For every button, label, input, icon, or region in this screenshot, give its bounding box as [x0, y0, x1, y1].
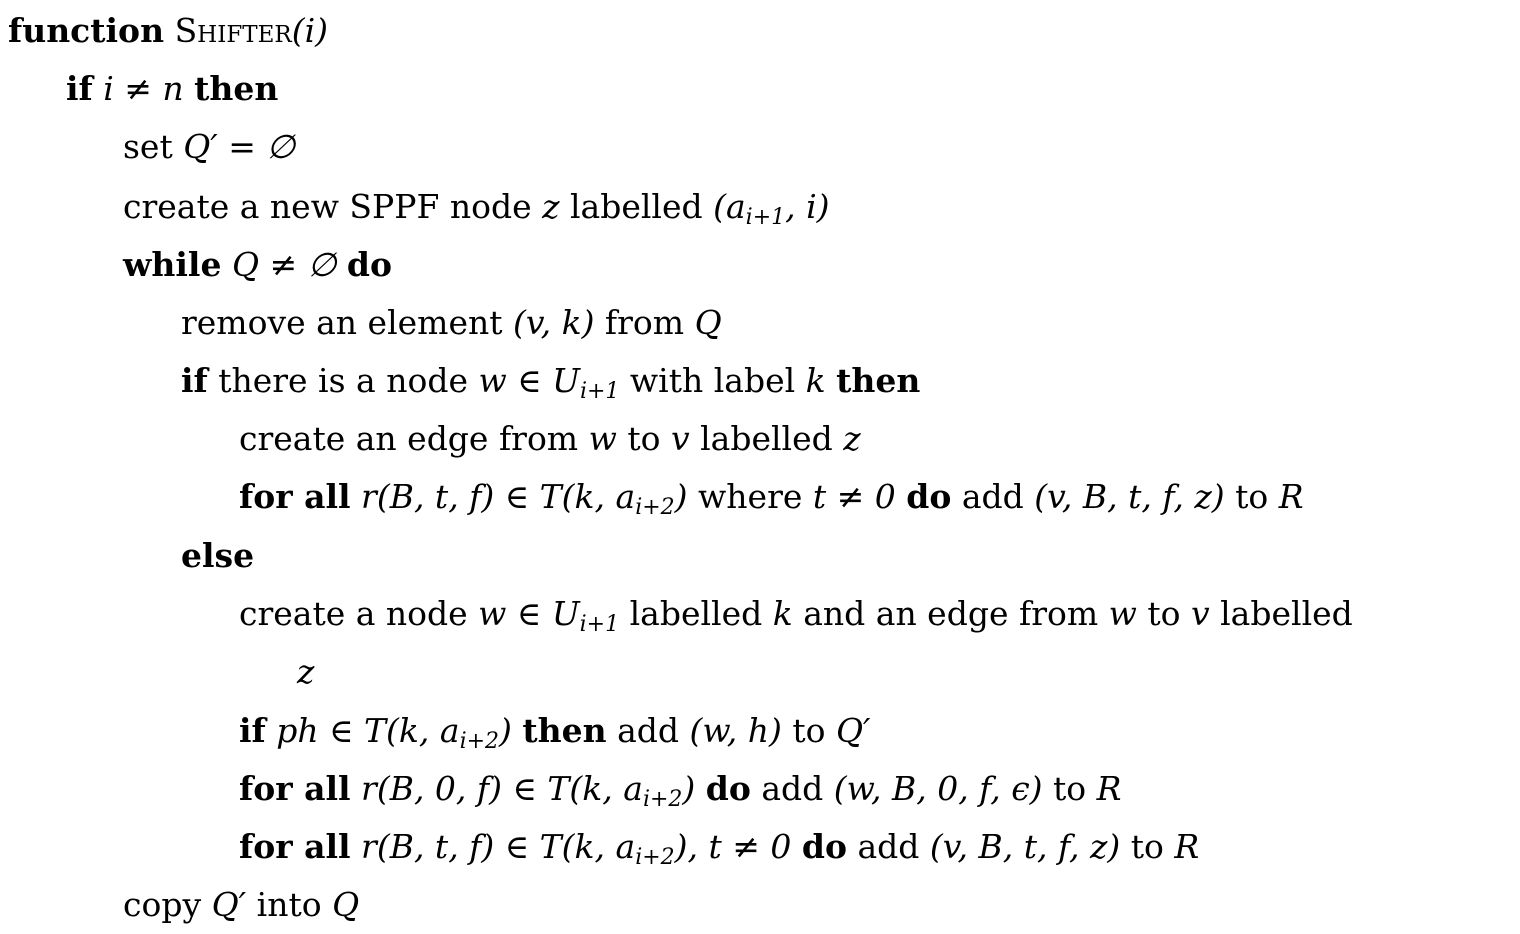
set-symbol: R: [1096, 769, 1122, 808]
keyword-for-all: for all: [239, 477, 351, 516]
line-text: labelled: [1209, 594, 1353, 633]
condition: t ≠ 0: [812, 477, 896, 516]
keyword-then: then: [836, 361, 921, 400]
line-text: add: [847, 827, 930, 866]
math-symbol: v: [670, 419, 690, 458]
keyword-do: do: [346, 245, 392, 284]
tuple: (w, B, 0, f, ϵ): [833, 769, 1043, 808]
function-name: Shifter: [174, 11, 292, 50]
math-symbol: w: [1108, 594, 1137, 633]
set-symbol: R: [1278, 477, 1304, 516]
line-text: there is a node: [207, 361, 479, 400]
line-text: where: [687, 477, 813, 516]
line-text: to: [616, 419, 671, 458]
line-text: add: [750, 769, 834, 808]
keyword-if: if: [66, 69, 93, 108]
algorithm-line-15: [0, 876, 359, 934]
line-text: labelled: [689, 419, 844, 458]
algorithm-line-10: [0, 527, 254, 585]
set-symbol: R: [1174, 827, 1200, 866]
math-expression: (v, k): [512, 303, 595, 342]
math-expression: ): [674, 477, 688, 516]
subscript: i+1: [579, 612, 620, 637]
algorithm-line-3: [0, 118, 295, 176]
math-symbol: z: [843, 419, 861, 458]
algorithm-line-8: [0, 410, 861, 468]
math-expression: , i): [785, 187, 830, 226]
keyword-for-all: for all: [239, 827, 351, 866]
algorithm-line-1: [0, 2, 328, 60]
line-text: labelled: [559, 187, 714, 226]
subscript: i+2: [459, 729, 500, 754]
line-text: to: [1120, 827, 1175, 866]
math-expression: w ∈ U: [478, 594, 580, 633]
math-expression: ph ∈ T(k, a: [276, 711, 460, 750]
line-text: from: [594, 303, 695, 342]
algorithm-line-12: [0, 702, 871, 760]
algorithm-line-14: [0, 818, 1199, 876]
keyword-for-all: for all: [239, 769, 351, 808]
line-text: create an edge from: [239, 419, 589, 458]
set-symbol: Q′: [211, 885, 247, 924]
set-symbol: Q: [694, 303, 722, 342]
algorithm-line-11: [0, 585, 1353, 643]
algorithm-line-11-continued: [0, 643, 314, 701]
keyword-do: do: [705, 769, 751, 808]
set-symbol: Q′: [835, 711, 871, 750]
line-text: to: [781, 711, 836, 750]
line-text: labelled: [619, 594, 773, 633]
algorithm-line-4: [0, 178, 830, 236]
function-argument: (i): [291, 11, 329, 50]
algorithm-line-5: [0, 236, 392, 294]
line-text: and an edge from: [792, 594, 1109, 633]
condition: i ≠ n: [103, 69, 184, 108]
line-text: with label: [619, 361, 806, 400]
tuple: (w, h): [689, 711, 782, 750]
line-text: create a node: [239, 594, 479, 633]
tuple: (v, B, t, f, z): [1034, 477, 1225, 516]
keyword-function: function: [8, 11, 165, 50]
line-text: remove an element: [181, 303, 513, 342]
math-expression: r(B, 0, f) ∈ T(k, a: [361, 769, 643, 808]
keyword-do: do: [906, 477, 952, 516]
algorithm-line-13: [0, 760, 1122, 818]
math-symbol: k: [805, 361, 826, 400]
math-expression: ), t ≠ 0: [674, 827, 792, 866]
math-expression: w ∈ U: [478, 361, 580, 400]
line-text: into: [246, 885, 333, 924]
keyword-else: else: [181, 536, 255, 575]
keyword-then: then: [522, 711, 607, 750]
set-symbol: Q: [332, 885, 360, 924]
line-text: add: [606, 711, 690, 750]
algorithm-line-7: [0, 352, 920, 410]
keyword-while: while: [123, 245, 222, 284]
keyword-if: if: [181, 361, 208, 400]
line-text: set: [123, 127, 184, 166]
math-symbol: k: [772, 594, 793, 633]
algorithm-line-2: [0, 60, 278, 118]
algorithm-line-6: [0, 294, 722, 352]
math-symbol: v: [1190, 594, 1210, 633]
line-text: copy: [123, 885, 212, 924]
math-expression: ): [682, 769, 696, 808]
math-symbol: z: [297, 652, 315, 691]
keyword-if: if: [239, 711, 266, 750]
algorithm-line-9: [0, 468, 1304, 526]
line-text: to: [1136, 594, 1191, 633]
tuple: (v, B, t, f, z): [929, 827, 1121, 866]
keyword-do: do: [801, 827, 848, 866]
line-text: to: [1042, 769, 1097, 808]
line-text: create a new SPPF node: [123, 187, 543, 226]
math-expression: r(B, t, f) ∈ T(k, a: [361, 477, 636, 516]
subscript: i+1: [745, 205, 786, 230]
math-symbol: z: [542, 187, 560, 226]
math-symbol: w: [588, 419, 617, 458]
line-text: add: [951, 477, 1035, 516]
keyword-then: then: [194, 69, 279, 108]
math-expression: ): [499, 711, 512, 750]
subscript: i+2: [635, 845, 675, 870]
condition: Q ≠ ∅: [231, 245, 337, 284]
math-expression: r(B, t, f) ∈ T(k, a: [361, 827, 636, 866]
math-expression: (a: [713, 187, 746, 226]
subscript: i+1: [579, 379, 620, 404]
subscript: i+2: [642, 787, 683, 812]
subscript: i+2: [635, 495, 675, 520]
math-expression: Q′ = ∅: [183, 127, 296, 166]
line-text: to: [1224, 477, 1279, 516]
